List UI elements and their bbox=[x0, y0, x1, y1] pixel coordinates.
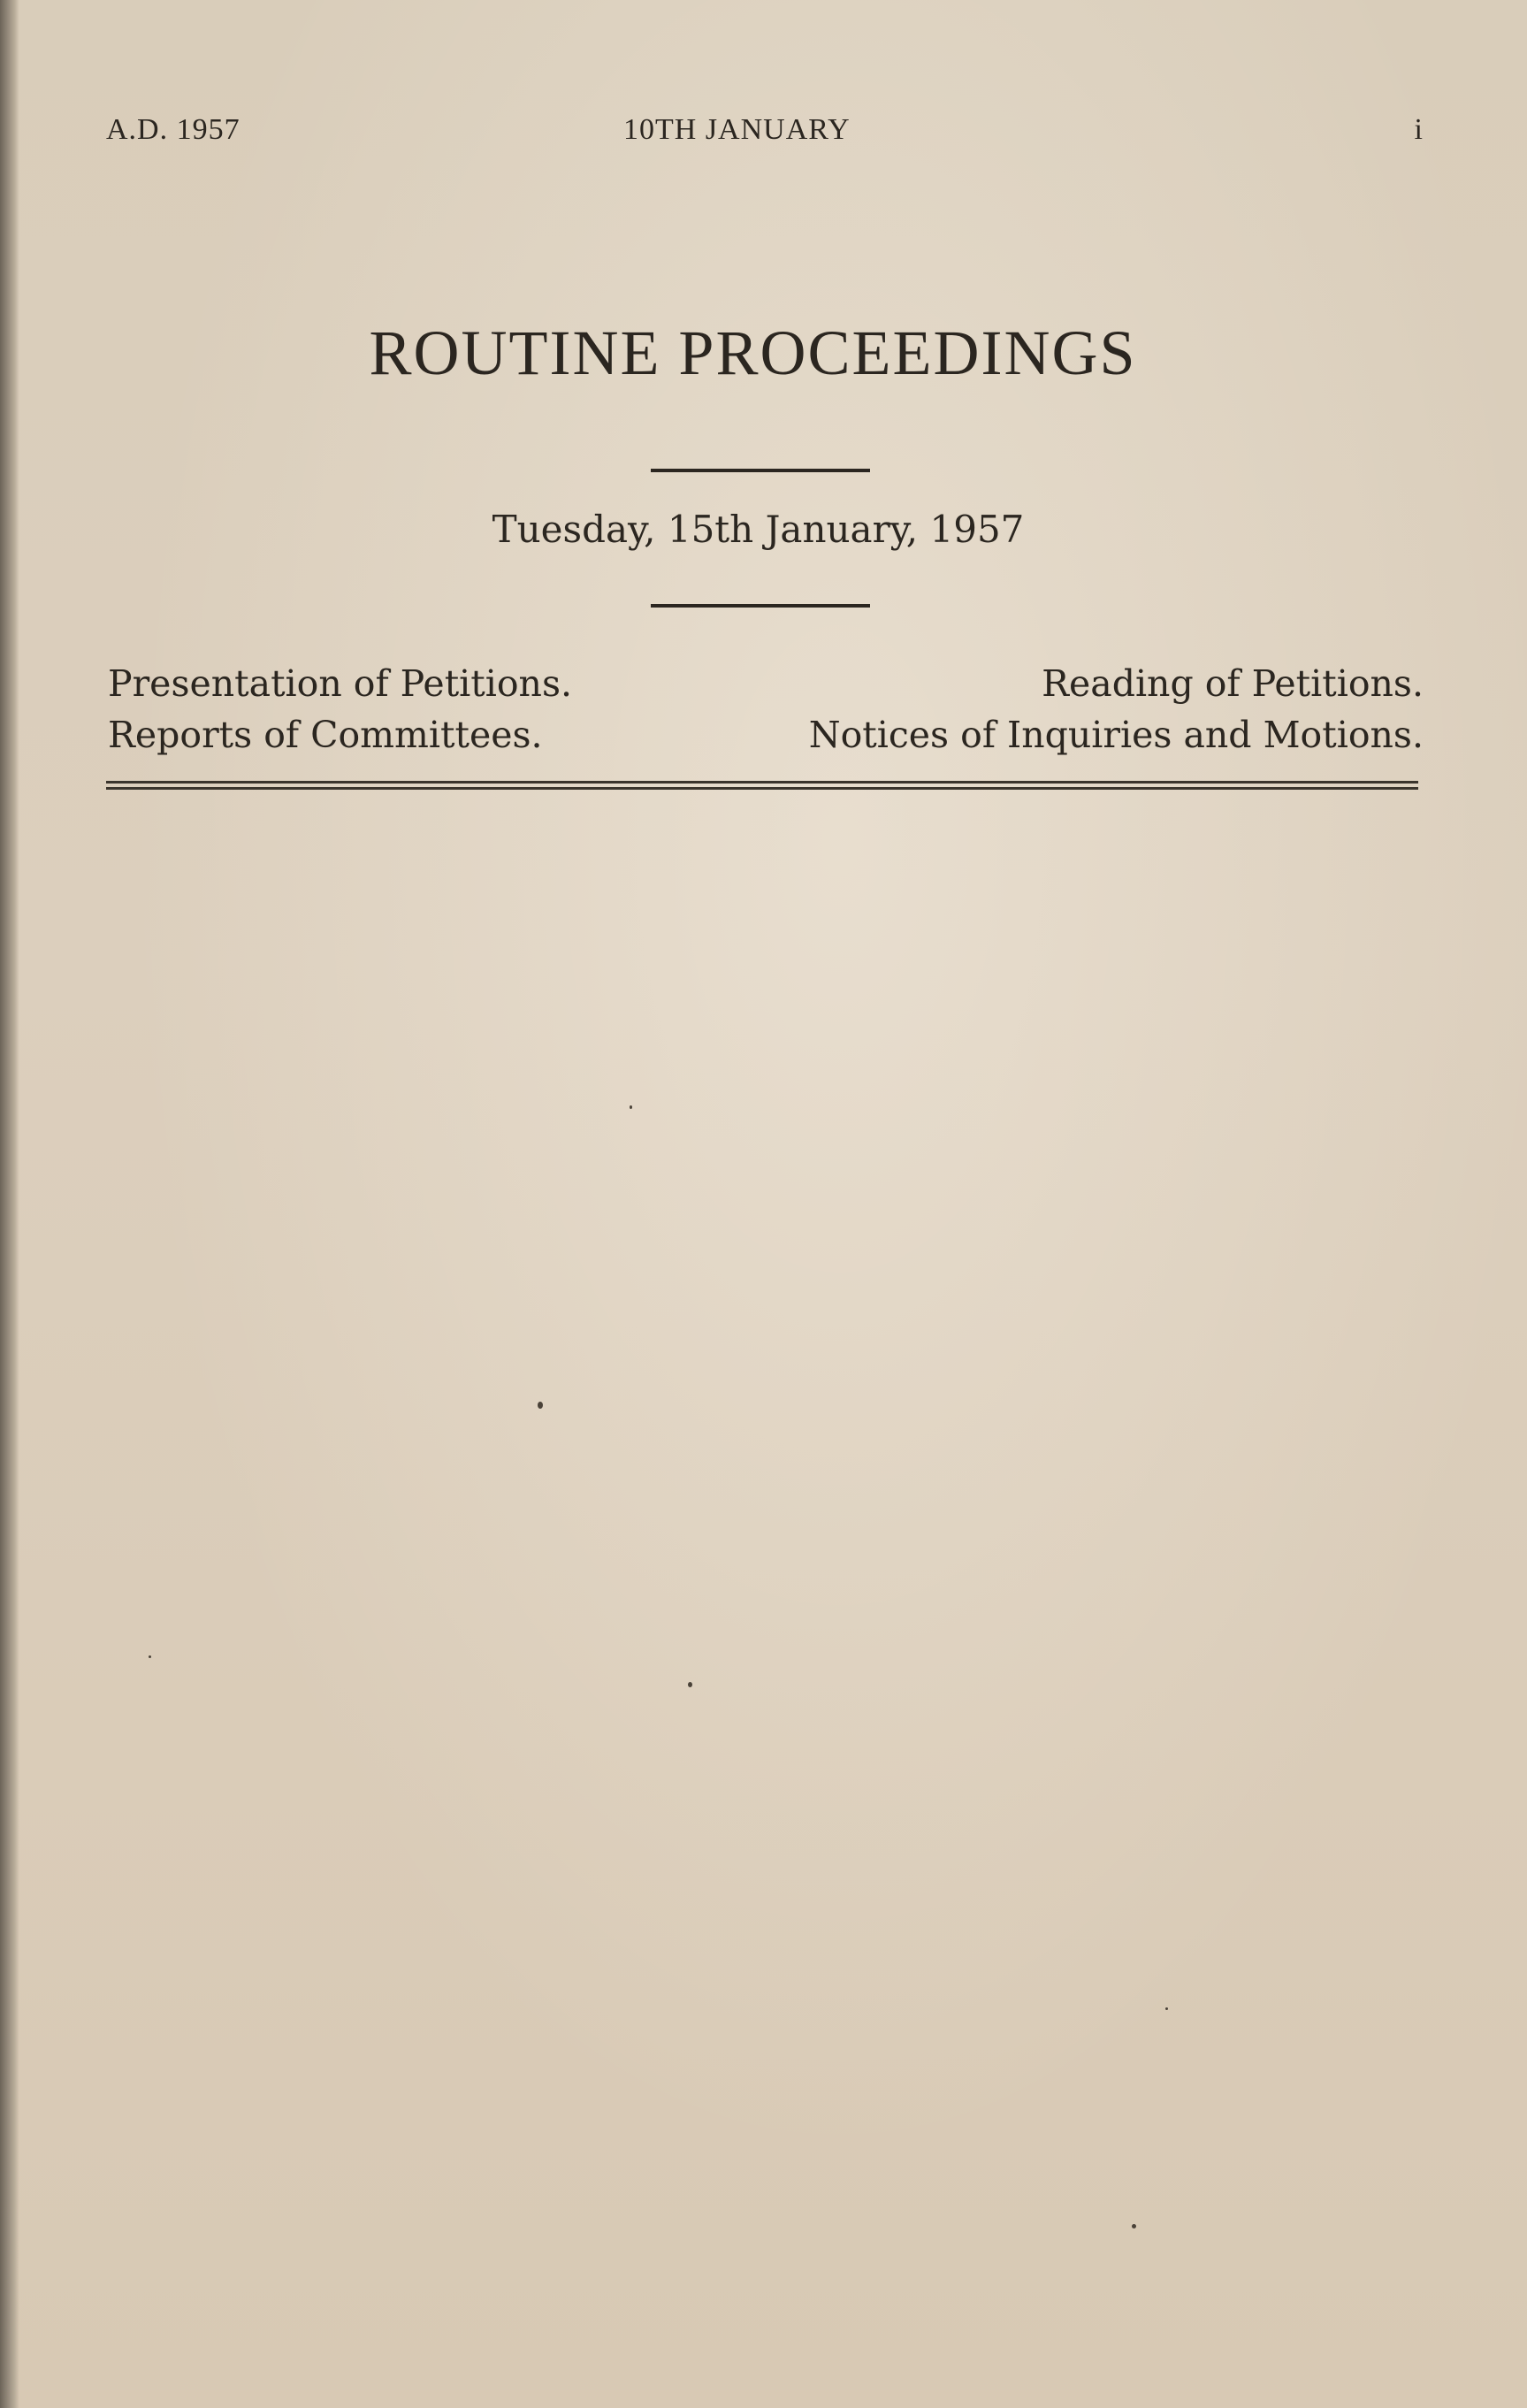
divider-bottom bbox=[651, 604, 870, 608]
session-date bbox=[0, 508, 1527, 551]
paper-speck bbox=[1165, 2007, 1168, 2010]
item-presentation-of-petitions: Presentation of Petitions. bbox=[108, 662, 573, 705]
proceedings-items bbox=[108, 658, 1424, 761]
divider-top bbox=[651, 469, 870, 472]
item-reading-of-petitions: Reading of Petitions. bbox=[1042, 662, 1424, 705]
page-title-text: ROUTINE PROCEEDINGS bbox=[369, 317, 1137, 388]
paper-speck bbox=[630, 1105, 632, 1109]
paper-speck bbox=[149, 1655, 151, 1658]
page-title bbox=[0, 317, 1527, 390]
running-head bbox=[106, 113, 1424, 157]
proceedings-row bbox=[108, 658, 1424, 709]
double-rule-divider bbox=[106, 781, 1418, 790]
page-number: i bbox=[1414, 113, 1424, 146]
item-reports-of-committees: Reports of Committees. bbox=[108, 714, 543, 756]
paper-speck bbox=[1132, 2224, 1136, 2228]
paper-speck bbox=[688, 1682, 692, 1687]
paper-speck bbox=[538, 1402, 543, 1409]
item-notices-of-inquiries-and-motions: Notices of Inquiries and Motions. bbox=[808, 714, 1424, 756]
session-date-text: Tuesday, 15th January, 1957 bbox=[492, 508, 1025, 551]
proceedings-row bbox=[108, 709, 1424, 761]
running-head-date: 10TH JANUARY bbox=[623, 113, 851, 146]
running-head-year: A.D. 1957 bbox=[106, 113, 241, 146]
